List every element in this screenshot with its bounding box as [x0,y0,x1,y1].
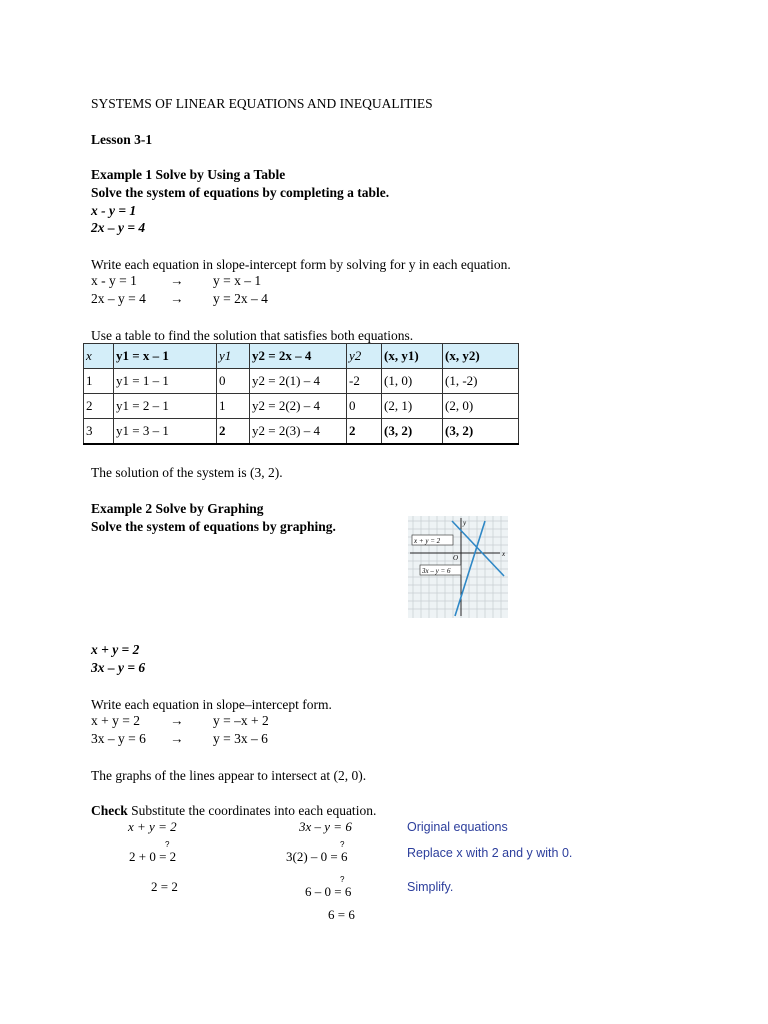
lesson-label: Lesson 3-1 [91,132,153,147]
table-row [84,369,519,394]
table-cell: (3, 2) [443,419,519,445]
table-header-cell: y2 = 2x – 4 [250,344,347,369]
table-cell: (1, -2) [443,369,519,394]
table-cell: 1 [217,394,250,419]
arrow-icon: → [170,273,184,288]
table-intro: Use a table to find the solution that satisfies both equations. [91,328,414,343]
table-cell: (3, 2) [382,419,443,445]
table-cell: y1 = 2 – 1 [114,394,217,419]
system-graph [408,516,508,618]
table-cell: 0 [347,394,382,419]
graph-label-2: 3x – y = 6 [422,567,451,575]
example1-rewrite2-left: 2x – y = 4 [91,291,146,306]
note-replace: Replace x with 2 and y with 0. [407,846,573,860]
table-header-cell: (x, y2) [443,344,519,369]
check-row1-left: x + y = 2 [128,819,177,834]
check-row1-right: 3x – y = 6 [299,819,352,834]
check-row4-right: 6 = 6 [328,907,355,922]
arrow-icon: → [170,731,184,746]
table-cell: 1 [84,369,114,394]
check-row3-right: 6 – 0 = 6 [305,884,352,899]
example2-rewrite2-right: y = 3x – 6 [213,731,268,746]
example2-intersect: The graphs of the lines appear to intersect at (2, 0). [91,768,367,783]
table-cell: (2, 0) [443,394,519,419]
arrow-icon: → [170,291,184,306]
table-cell: y2 = 2(2) – 4 [250,394,347,419]
table-row [84,394,519,419]
check-text: Substitute the coordinates into each equation. [127,803,377,818]
note-original: Original equations [407,820,508,834]
table-cell: y2 = 2(1) – 4 [250,369,347,394]
question-mark: ? [340,875,345,884]
check-row3-left: 2 = 2 [151,879,178,894]
table-cell: 2 [217,419,250,445]
solution-table [83,343,519,445]
example2-eq2: 3x – y = 6 [91,660,146,675]
question-mark: ? [340,840,345,849]
table-header-cell: x [84,344,114,369]
example1-rewrite1-left: x - y = 1 [91,273,137,288]
example1-eq2: 2x – y = 4 [91,220,146,235]
example2-instruction: Solve the system of equations by graphing. [91,519,336,534]
example1-heading: Example 1 Solve by Using a Table [91,167,286,182]
table-cell: y2 = 2(3) – 4 [250,419,347,445]
table-cell: 2 [84,394,114,419]
table-cell: 3 [84,419,114,445]
table-header-row [84,344,519,369]
example2-rewrite1-right: y = –x + 2 [213,713,269,728]
example1-rewrite1-right: y = x – 1 [213,273,262,288]
origin-label: O [453,554,459,562]
example1-intro: Write each equation in slope-intercept form by solving for y in each equation. [91,257,511,272]
table-header-cell: y1 = x – 1 [114,344,217,369]
table-cell: (2, 1) [382,394,443,419]
note-simplify: Simplify. [407,880,454,894]
table-cell: 2 [347,419,382,445]
check-line [91,802,376,819]
table-header-cell: y1 [217,344,250,369]
example1-eq1: x - y = 1 [91,203,137,218]
table-header-cell: (x, y1) [382,344,443,369]
graph-label-1: x + y = 2 [414,537,441,545]
example2-rewrite2-left: 3x – y = 6 [91,731,146,746]
axis-y-label: y [463,519,467,527]
table-cell: y1 = 1 – 1 [114,369,217,394]
example1-solution: The solution of the system is (3, 2). [91,465,283,480]
question-mark: ? [165,840,170,849]
example2-rewrite1-left: x + y = 2 [91,713,140,728]
page-title: SYSTEMS OF LINEAR EQUATIONS AND INEQUALITIES [91,96,433,111]
table-header-cell: y2 [347,344,382,369]
example2-heading: Example 2 Solve by Graphing [91,501,264,516]
check-row2-right: 3(2) – 0 = 6 [286,849,348,864]
example2-intro: Write each equation in slope–intercept form. [91,697,332,712]
check-label: Check [91,803,128,818]
table-cell: y1 = 3 – 1 [114,419,217,445]
example1-rewrite2-right: y = 2x – 4 [213,291,268,306]
table-cell: -2 [347,369,382,394]
table-cell: 0 [217,369,250,394]
table-row [84,419,519,445]
example1-instruction: Solve the system of equations by completing a table. [91,185,390,200]
axis-x-label: x [502,550,506,558]
arrow-icon: → [170,713,184,728]
table-cell: (1, 0) [382,369,443,394]
check-row2-left: 2 + 0 = 2 [129,849,177,864]
example2-eq1: x + y = 2 [91,642,140,657]
